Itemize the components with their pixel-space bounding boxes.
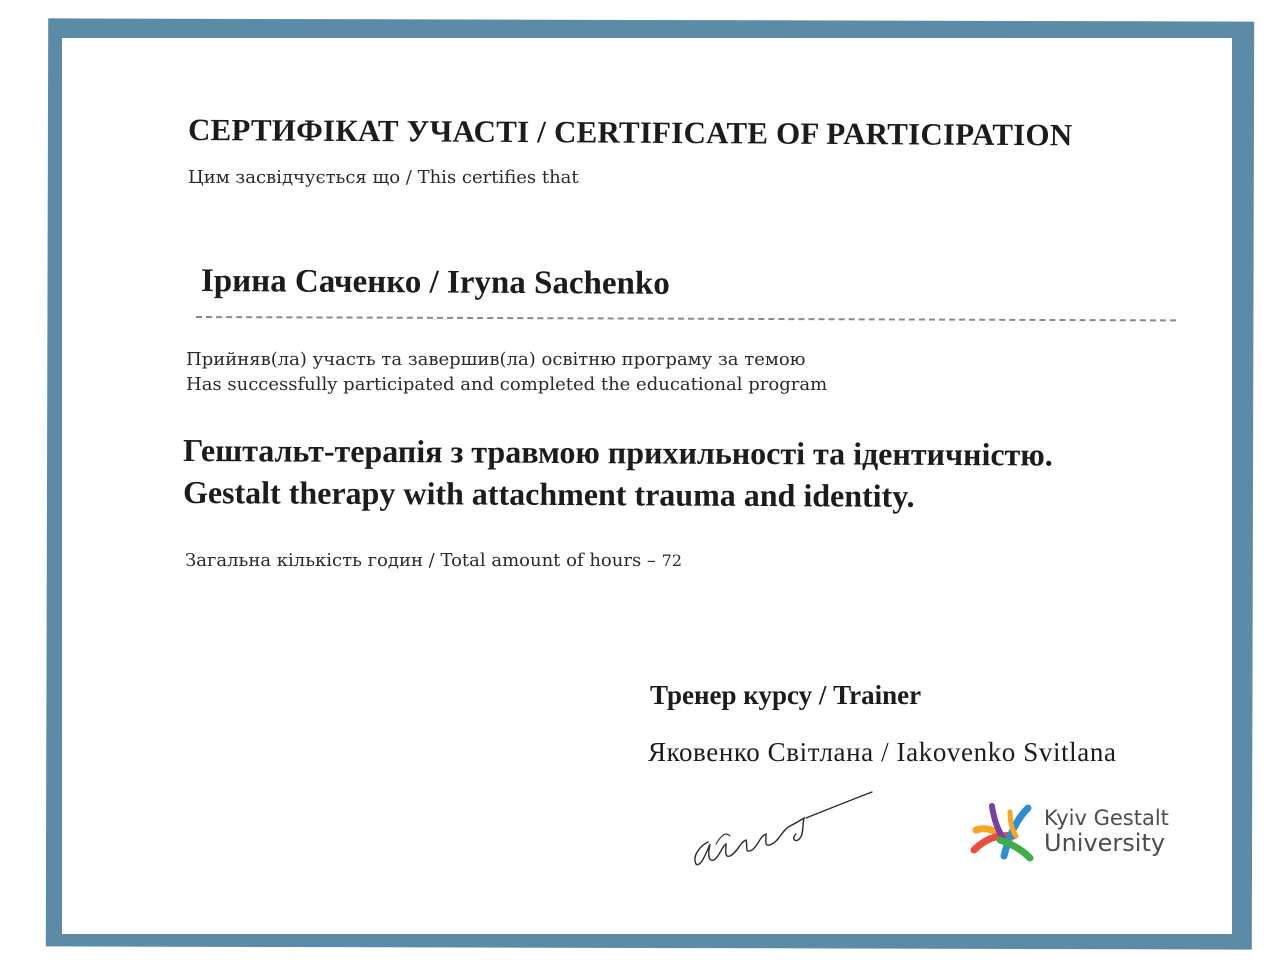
hours-value: 72 <box>661 551 683 570</box>
hours-label: Загальна кількість годин / Total amount of hours – <box>185 550 662 571</box>
logo-line-2: University <box>1044 829 1166 857</box>
program-title-uk: Гештальт-терапія з травмою прихильності та ідентичністю. <box>182 432 1053 473</box>
total-hours <box>185 550 682 571</box>
trainer-label: Тренер курсу / Trainer <box>650 680 922 710</box>
participation-text-en: Has successfully participated and completed the educational program <box>186 374 828 395</box>
certificate-title: СЕРТИФІКАТ УЧАСТІ / CERTIFICATE OF PARTICIPATION <box>187 112 1073 153</box>
logo-line-1: Kyiv Gestalt <box>1044 806 1169 830</box>
kyiv-gestalt-university-logo-icon <box>970 800 1036 862</box>
trainer-signature <box>686 784 886 874</box>
university-logo-text <box>1044 806 1169 856</box>
trainer-name: Яковенко Світлана / Iakovenko Svitlana <box>648 737 1117 767</box>
program-title-en: Gestalt therapy with attachment trauma and identity. <box>182 474 915 514</box>
certifies-that-text: Цим засвідчується що / This certifies that <box>188 167 579 188</box>
participation-text-uk: Прийняв(ла) участь та завершив(ла) освітню програму за темою <box>186 349 806 370</box>
recipient-name: Ірина Саченко / Iryna Sachenko <box>200 263 670 302</box>
